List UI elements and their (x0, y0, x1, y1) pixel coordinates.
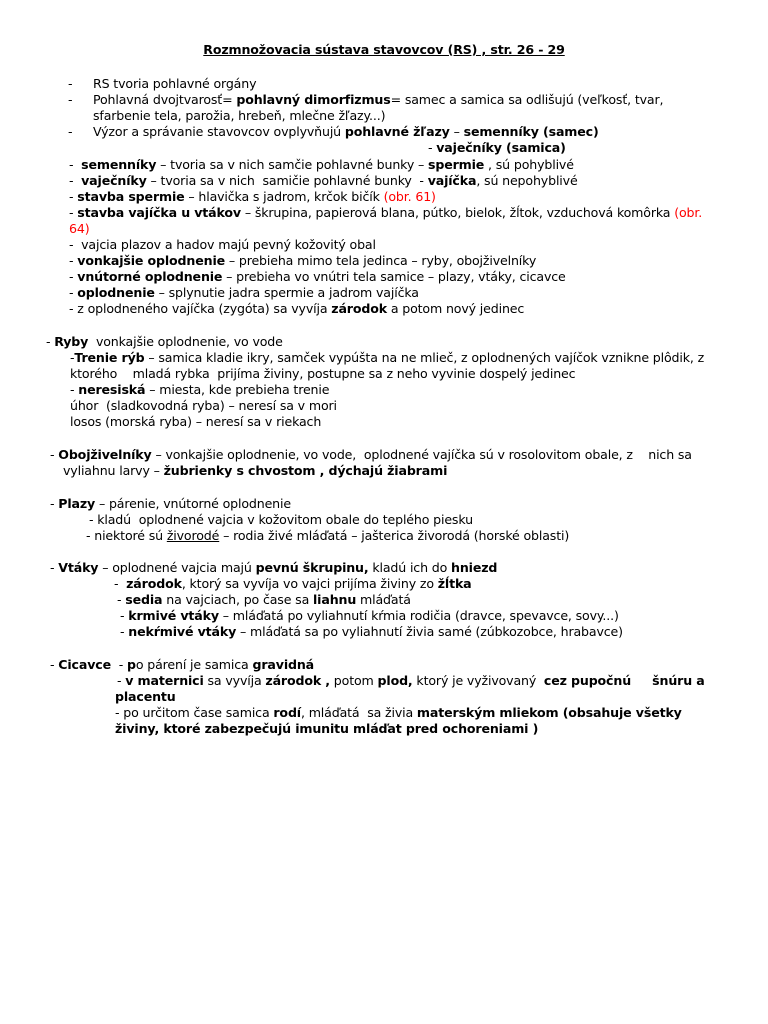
section-amphibians-heading: - Obojživelníky – vonkajšie oplodnenie, vo vode, oplodnené vajíčka sú v rosolovitom obale, z nich sa (50, 447, 692, 462)
line-testes: - semenníky – tvoria sa v nich samčie pohlavné bunky – spermie , sú pohyblivé (69, 157, 574, 172)
bullet-dimorphism: Pohlavná dvojtvarosť= pohlavný dimorfizmus= samec a samica sa odlišujú (veľkosť, tvar, (93, 92, 664, 107)
bullet-rs-organs: RS tvoria pohlavné orgány (93, 76, 257, 91)
mammals-placenta: placentu (115, 689, 176, 704)
mammals-uterus: - v maternici sa vyvíja zárodok , potom plod, ktorý je vyživovaný cez pupočnú šnúru a (117, 673, 705, 688)
bullet-dash: - (68, 76, 73, 91)
bullet-ovaries-female: - vaječníky (samica) (428, 140, 566, 155)
reptiles-viviparous: - niektoré sú živorodé – rodia živé mláďatá – jašterica živorodá (horské oblasti) (86, 528, 570, 543)
section-fish-heading: - Ryby vonkajšie oplodnenie, vo vode (46, 334, 283, 349)
fish-eel: úhor (sladkovodná ryba) – neresí sa v mori (70, 398, 337, 413)
fish-spawning: -Trenie rýb – samica kladie ikry, samček vypúšta na ne mlieč, z oplodnených vajíčok vznikne plôdik, z (70, 350, 705, 365)
bullet-dimorphism-cont: sfarbenie tela, parožia, hrebeň, mlečne žľazy...) (93, 108, 386, 123)
birds-nidicolous: - krmivé vtáky – mláďatá po vyliahnutí kŕmia rodičia (dravce, spevavce, sovy...) (120, 608, 619, 623)
bullet-dash: - (68, 124, 73, 139)
section-birds-heading: - Vtáky – oplodnené vajcia majú pevnú škrupinu, kladú ich do hniezd (50, 560, 498, 575)
amphibians-larvae: vyliahnu larvy – žubrienky s chvostom , dýchajú žiabrami (63, 463, 448, 478)
line-zygote: - z oplodneného vajíčka (zygóta) sa vyvíja zárodok a potom nový jedinec (69, 301, 525, 316)
bullet-sex-glands: Výzor a správanie stavovcov ovplyvňujú pohlavné žľazy – semenníky (samec) (93, 124, 599, 139)
line-sperm-structure: - stavba spermie – hlavička s jadrom, krčok bičík (obr. 61) (69, 189, 436, 204)
section-reptiles-heading: - Plazy – párenie, vnútorné oplodnenie (50, 496, 291, 511)
fish-spawning-cont: ktorého mladá rybka prijíma živiny, postupne sa z neho vyvinie dospelý jedinec (70, 366, 576, 381)
line-egg-structure: - stavba vajíčka u vtákov – škrupina, papierová blana, pútko, bielok, žĺtok, vzduchová komôrka (obr. (69, 205, 703, 220)
birds-incubation: - sedia na vajciach, po čase sa liahnu mláďatá (117, 592, 411, 607)
fish-salmon: losos (morská ryba) – neresí sa v riekach (70, 414, 322, 429)
birds-nidifugous: - nekŕmivé vtáky – mláďatá sa po vyliahnutí živia samé (zúbkozobce, hrabavce) (120, 624, 623, 639)
section-mammals-heading: - Cicavce - po párení je samica gravidná (50, 657, 315, 672)
line-internal-fertilization: - vnútorné oplodnenie – prebieha vo vnútri tela samice – plazy, vtáky, cicavce (69, 269, 566, 284)
mammals-birth: - po určitom čase samica rodí, mláďatá sa živia materským mliekom (obsahuje všetky (115, 705, 682, 720)
line-egg-structure-figref: 64) (69, 221, 90, 236)
line-external-fertilization: - vonkajšie oplodnenie – prebieha mimo tela jedinca – ryby, obojživelníky (69, 253, 537, 268)
line-reptile-eggs: - vajcia plazov a hadov majú pevný kožovitý obal (69, 237, 376, 252)
mammals-milk-cont: živiny, ktoré zabezpečujú imunitu mláďat pred ochoreniami ) (115, 721, 539, 736)
fish-spawning-grounds: - neresiská – miesta, kde prebieha trenie (70, 382, 330, 397)
bullet-dash: - (68, 92, 73, 107)
page-title: Rozmnožovacia sústava stavovcov (RS) , str. 26 - 29 (203, 42, 565, 57)
line-fertilization: - oplodnenie – splynutie jadra spermie a jadrom vajíčka (69, 285, 419, 300)
reptiles-eggs: - kladú oplodnené vajcia v kožovitom obale do teplého piesku (89, 512, 473, 527)
birds-embryo: - zárodok, ktorý sa vyvíja vo vajci prijíma živiny zo žĺtka (114, 576, 472, 591)
line-ovaries: - vaječníky – tvoria sa v nich samičie pohlavné bunky - vajíčka, sú nepohyblivé (69, 173, 578, 188)
